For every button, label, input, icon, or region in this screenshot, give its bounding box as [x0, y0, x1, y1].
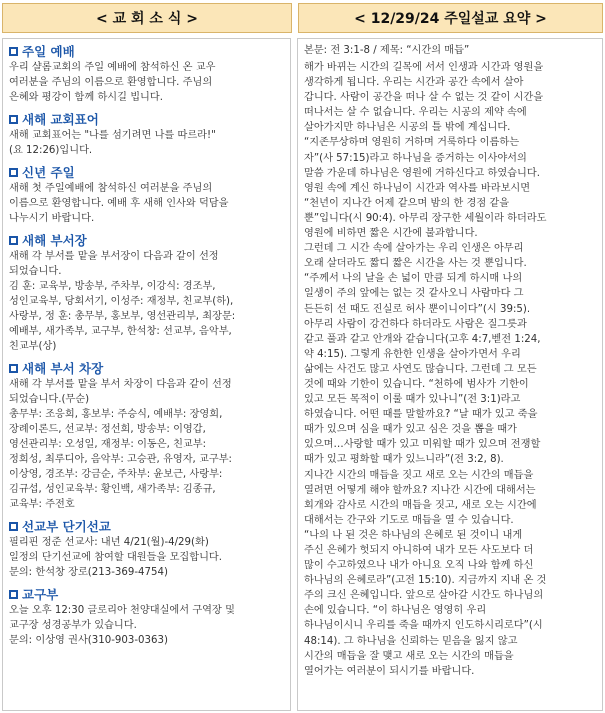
sermon-paragraph: 해가 바뀌는 시간의 길목에 서서 인생과 시간과 영원을 생각하게 됩니다. 우리는 시간과 공간 속에서 살아 갑니다. 사람이 공간을 떠나 살 수 없는 것 같이 시간을 떠나서는 살 수 없습니다. 우리는 시공의 제약 속에 살아가지만 하나님은 시공의 틀 밖에 계십니다. “지존무상하며 영원히 거하며 거룩하다 이름하는 자”(사 57:15)라고 하나님을 증거하는 이사야서의 말씀 가운데 하나님은 영원에 거하신다고 하였습니다. 영원 속에 계신 하나님이 시간과 역사를 바라보시면 “천년이 지나간 어제 같으며 밤의 한 경점 같을 뿐”입니다(시 90:4). 아무리 장구한 세월이라 하더라도 영원에 비하면 짧은 시간에 불과합니다. [304, 62, 547, 240]
news-section-newyear [9, 164, 284, 226]
section-body: 새해 각 부서를 맡을 부서장이 다음과 같이 선정 되었습니다. 김 훈: 교육부, 방송부, 주차부, 이강식: 경조부, 성인교육부, 당회서기, 이성주: 재정부, 친교부(하), 사랑부, 정 훈: 총무부, 홍보부, 영선관리부, 최장문: 예배부, 새가족부, 교구부, 한석창: 선교부, 음악부, 친교부(상) [9, 251, 236, 352]
section-body: 오늘 오후 12:30 글로리아 천양대실에서 구역장 및 교구장 성경공부가 있습니다. 문의: 이상영 권사(310-903-0363) [9, 605, 235, 646]
square-bullet-icon [9, 168, 18, 177]
square-bullet-icon [9, 590, 18, 599]
section-title: 새해 부서 차장 [22, 361, 104, 376]
square-bullet-icon [9, 236, 18, 245]
church-news-title: < 교 회 소 식 > [2, 3, 292, 33]
square-bullet-icon [9, 364, 18, 373]
sermon-panel [297, 38, 603, 711]
church-news-panel [2, 38, 291, 711]
news-section-mission [9, 518, 284, 580]
section-title: 신년 주일 [22, 165, 75, 180]
news-section-motto [9, 111, 284, 158]
section-title: 새해 부서장 [22, 233, 87, 248]
news-section-parish [9, 586, 284, 648]
section-title: 교구부 [22, 587, 59, 602]
sermon-summary-title: < 12/29/24 주일설교 요약 > [298, 3, 603, 33]
section-title: 새해 교회표어 [22, 112, 99, 127]
news-section-dept-heads [9, 232, 284, 354]
square-bullet-icon [9, 47, 18, 56]
page-header [0, 0, 605, 36]
section-body: 새해 각 부서를 맡을 부서 차장이 다음과 같이 선정 되었습니다.(무순) 총무부: 조응희, 홍보부: 주승식, 예배부: 장영희, 장례이론드, 선교부: 정선희, 방송부: 이영갑, 영선관리부: 오성일, 재정부: 이동은, 친교부: 정희성, 최루디아, 음악부: 고승관, 유영자, 교구부: 이상영, 경조부: 강금순, 주차부: 윤보근, 사랑부: 김규섭, 성인교육부: 황인백, 새가족부: 김종규, 교육부: 주전호 [9, 379, 232, 510]
section-body: 새해 교회표어는 "나를 섬기려면 나를 따르라!" (요 12:26)입니다. [9, 130, 216, 156]
square-bullet-icon [9, 522, 18, 531]
section-body: 필리핀 정준 선교사: 내년 4/21(월)-4/29(화) 일정의 단기선교에 참여할 대원들을 모집합니다. 문의: 한석창 장로(213-369-4754) [9, 537, 223, 578]
section-body: 새해 첫 주일예배에 참석하신 여러분을 주님의 이름으로 환영합니다. 예배 후 새해 인사와 덕담을 나누시기 바랍니다. [9, 183, 229, 224]
sermon-paragraph: 그런데 그 시간 속에 살아가는 우리 인생은 아무리 오래 살더라도 짧디 짧은 시간을 사는 것 뿐입니다. “주께서 나의 날을 손 넓이 만큼 되게 하시매 나의 일생이 주의 앞에는 없는 것 같사오니 사람마다 그 든든히 선 때도 진실로 허사 뿐이니이다”(시 39:5). 아무리 사람이 강건하다 하더라도 사람은 질그릇과 같고 풀과 같고 안개와 같습니다(고후 4:7,벧전 1:24, 약 4:15). 그렇게 유한한 인생을 살아가면서 우리 삶에는 사건도 많고 사연도 많습니다. 그런데 그 모든 것에 때와 기한이 있습니다. “천하에 범사가 기한이 있고 모든 목적이 이룰 때가 있나니”(전 3:1)라고 하였습니다. 어떤 때를 말할까요? “날 때가 있고 죽을 때가 있으며 심을 때가 있고 심은 것을 뽑을 때가 있으며…사랑할 때가 있고 미워할 때가 있으며 전쟁할 때가 있고 평화할 때가 있느니라”(전 3:2, 8). [304, 243, 541, 466]
section-title: 주일 예배 [22, 44, 75, 59]
sermon-paragraph: 지나간 시간의 매듭을 짓고 새로 오는 시간의 매듭을 열려면 어떻게 해야 할까요? 지나간 시간에 대해서는 회개와 감사로 시간의 매듭을 짓고, 새로 오는 시간에 대해서는 간구와 기도로 매듭을 열 수 있습니다. [304, 469, 537, 526]
section-body: 우리 샬롬교회의 주일 예배에 참석하신 온 교우 여러분을 주님의 이름으로 환영합니다. 주님의 은혜와 평강이 함께 하시길 빕니다. [9, 62, 216, 103]
section-title: 선교부 단기선교 [22, 519, 111, 534]
sermon-heading: 본문: 전 3:1-8 / 제목: “시간의 매듭” [304, 45, 470, 56]
news-section-dept-deputies [9, 360, 284, 512]
square-bullet-icon [9, 115, 18, 124]
news-section-worship [9, 43, 284, 105]
sermon-paragraph: “나의 나 된 것은 하나님의 은혜로 된 것이니 내게 주신 은혜가 헛되지 아니하여 내가 모든 사도보다 더 많이 수고하였으나 내가 아니요 오직 나와 함께 하신 하나님의 은혜로라”(고전 15:10). 지금까지 지내 온 것 주의 크신 은혜입니다. 앞으로 살아갈 시간도 하나님의 손에 있습니다. “이 하나님은 영영히 우리 하나님이시니 우리를 죽을 때까지 인도하시리로다”(시 48:14). 그 하나님을 신뢰하는 믿음을 잃지 않고 시간의 매듭을 잘 맺고 새로 오는 시간의 매듭을 열어가는 여러분이 되시기를 바랍니다. [304, 529, 547, 677]
